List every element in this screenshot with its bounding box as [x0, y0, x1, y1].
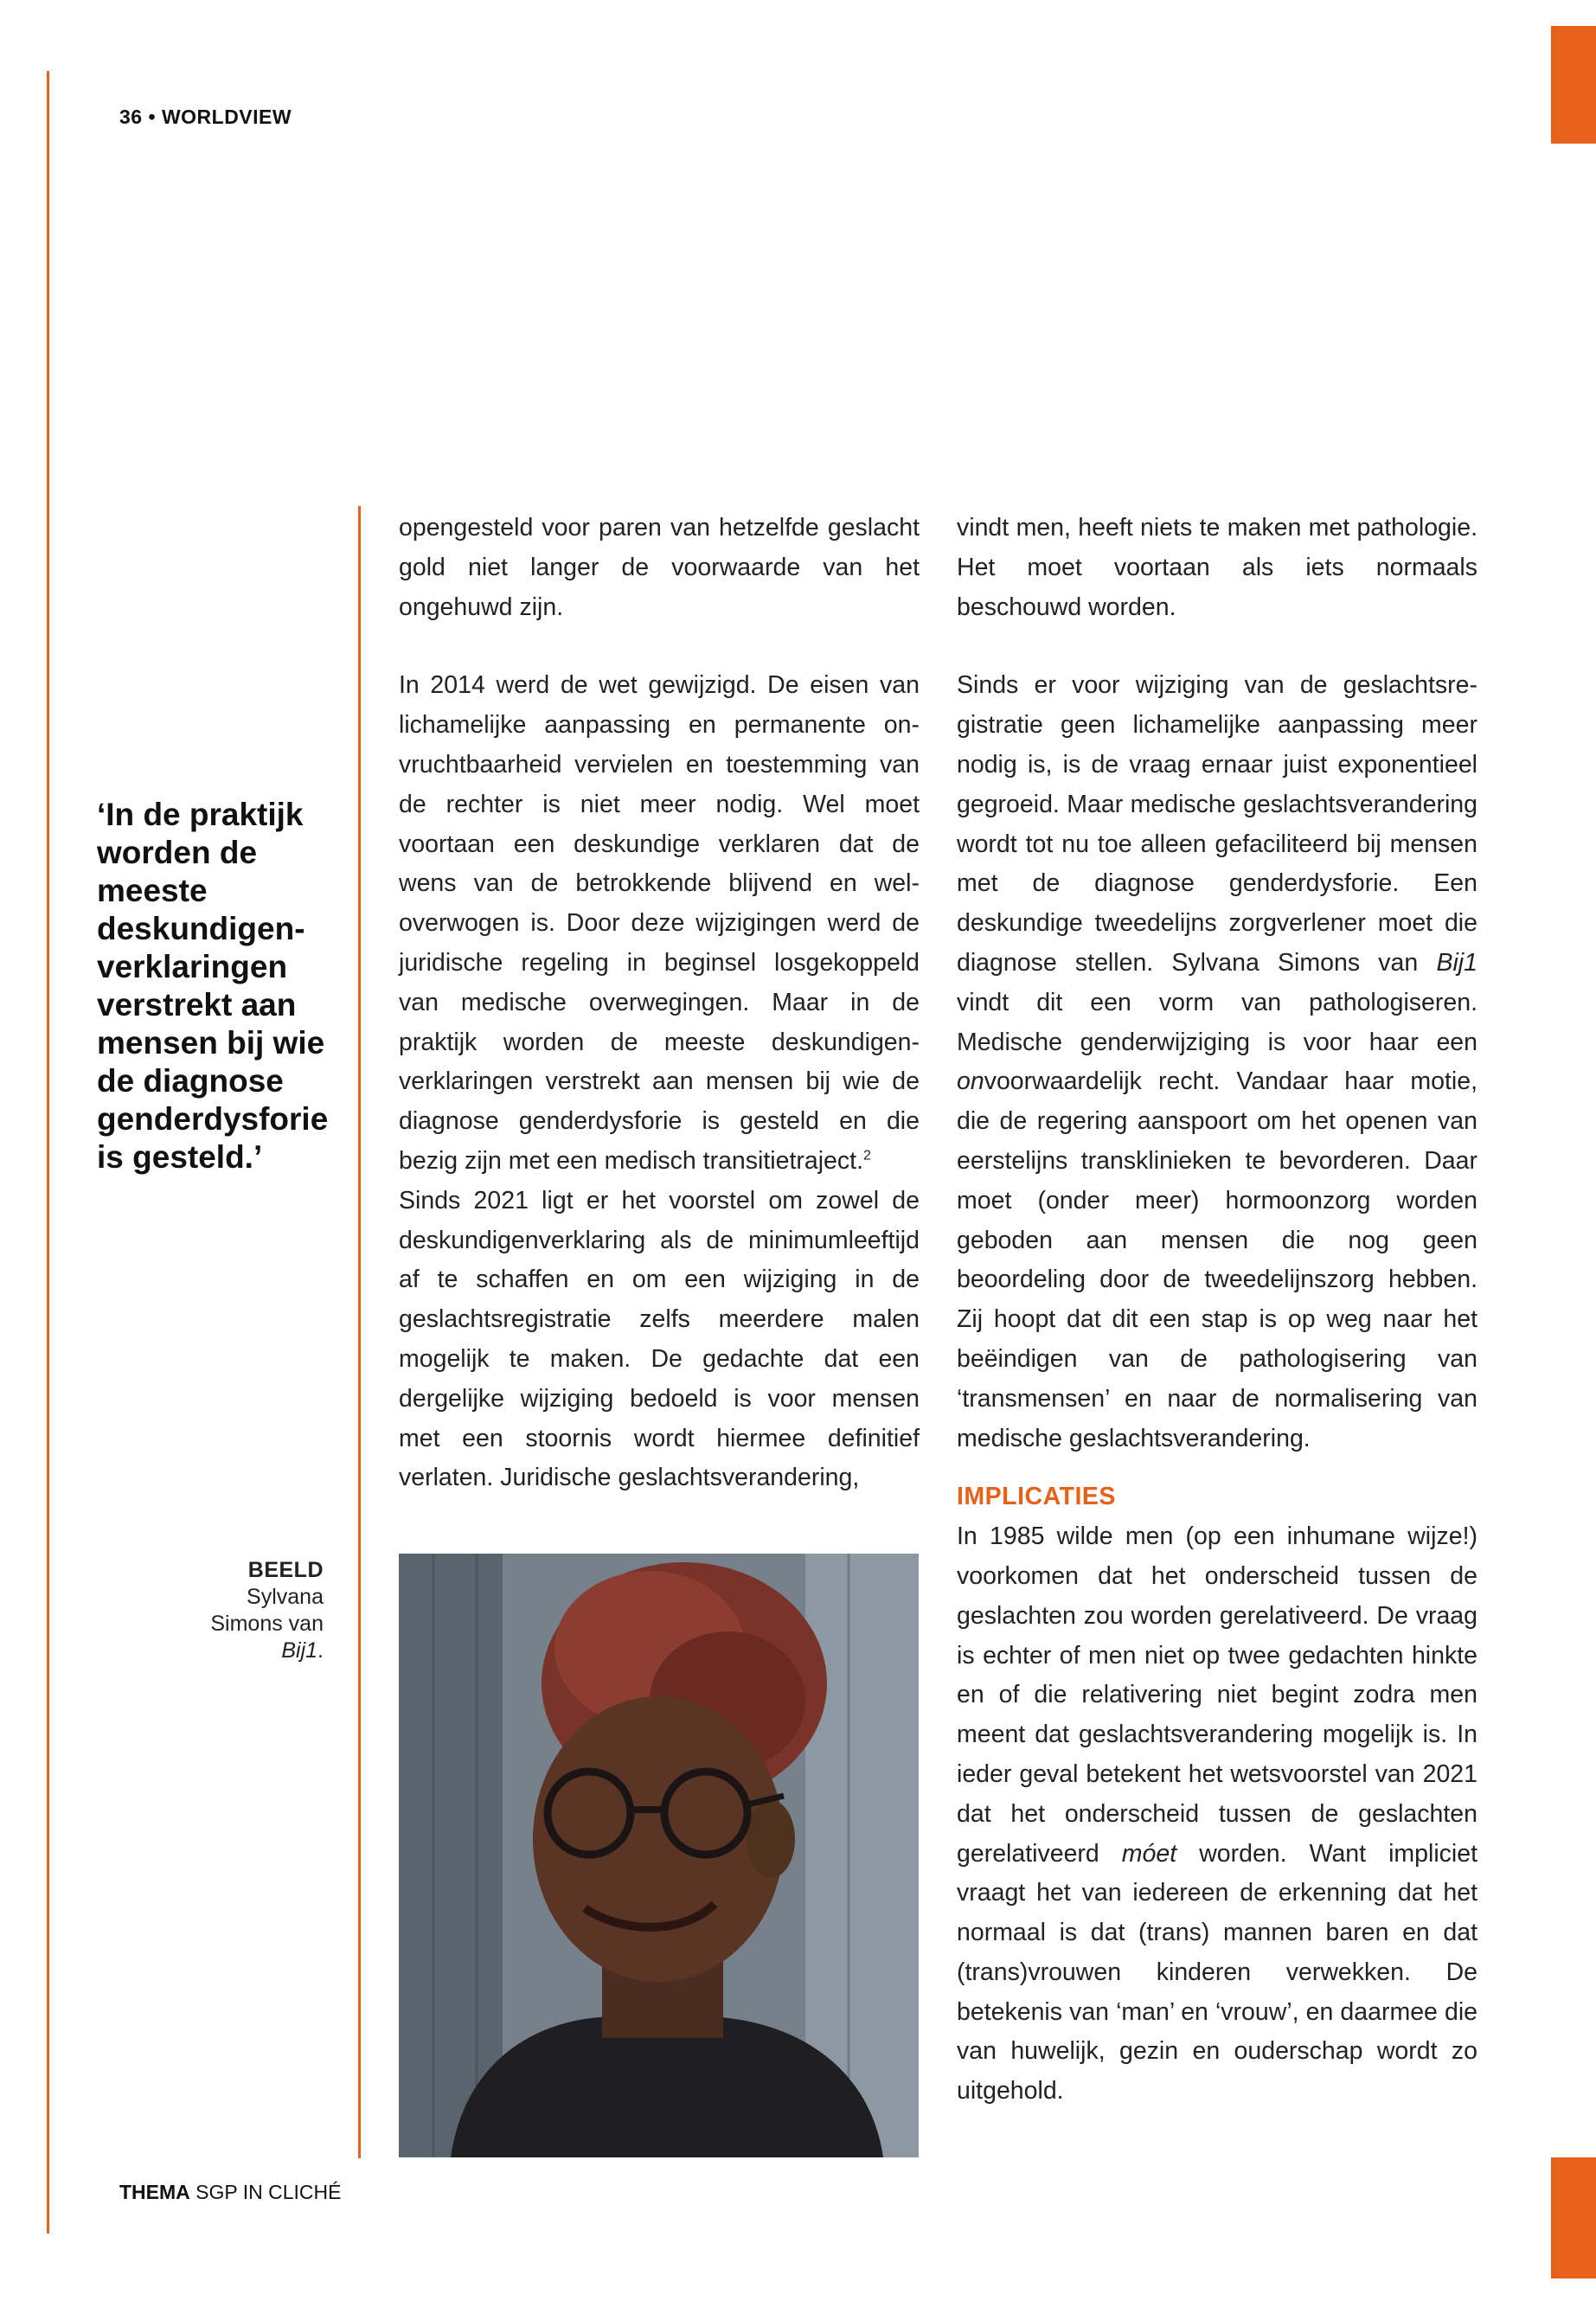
column-rule: [358, 506, 361, 2158]
portrait-photo: [399, 1554, 919, 2157]
portrait-illustration: [399, 1554, 919, 2157]
page-number: 36: [119, 106, 143, 128]
paragraph: vindt men, heeft niets te maken met pathologie. Het moet voortaan als iets normaals beschouwd worden.: [957, 514, 1477, 621]
caption-text: Sylvana Simons van: [210, 1585, 324, 1636]
orange-edge-tab-top: [1551, 26, 1596, 144]
footer-theme-title: SGP IN CLICHÉ: [195, 2181, 342, 2203]
running-header: [119, 106, 292, 129]
article-column-2: [957, 509, 1477, 2112]
paragraph: opengesteld voor paren van hetzelfde geslacht gold niet langer de voorwaarde van het ongehuwd zijn.: [399, 514, 920, 621]
caption-label: BEELD: [247, 1558, 324, 1582]
article-column-1: [399, 509, 920, 1498]
paragraph: In 2014 werd de wet gewijzigd. De eisen van lichamelijke aanpassing en permanente onvruchtbaarheid vervielen en toestemming van de rechter is niet meer nodig. Wel moet voortaan een deskundige verklaren dat de wens van de betrokkende blijvend en weloverwogen is. Door deze wijzigingen werd de juridische regeling in beginsel losgekoppeld van medische overwegingen. Maar in de praktijk worden de meeste deskundigenverklaringen verstrekt aan mensen bij wie de diagnose genderdysforie is gesteld en die bezig zijn met een medisch transitietraject.$^2$: [399, 671, 920, 1175]
section-heading: IMPLICATIES: [957, 1483, 1116, 1511]
section-title: WORLDVIEW: [161, 106, 292, 128]
caption-party: Bij1: [281, 1638, 318, 1663]
footnote-ref[interactable]: 2: [863, 1148, 871, 1163]
paragraph: Sinds 2021 ligt er het voorstel om zowel de deskundigenverklaring als de minimumleeftijd af te schaffen en om een wijziging in de geslachtsregistratie zelfs meerdere malen mogelijk te maken. De gedachte dat een dergelijke wijziging bedoeld is voor mensen met een stoornis wordt hiermee definitief verlaten. Juridische geslachtsverandering,: [399, 1186, 920, 1492]
margin-rule: [47, 71, 49, 2234]
running-footer: [119, 2181, 341, 2204]
footer-theme-label: THEMA: [119, 2181, 190, 2203]
orange-edge-tab-bottom: [1551, 2157, 1596, 2279]
paragraph: In 1985 wilde men (op een inhumane wijze!) voorkomen dat het onderscheid tussen de geslachten zou worden gerelativeerd. De vraag is echter of men niet op twee gedachten hinkte en of die relativering niet begint zodra men meent dat geslachtsverandering mogelijk is. In ieder geval betekent het wetsvoorstel van 2021 dat het onderscheid tussen de geslachten gerelativeerd móet worden. Want impliciet vraagt het van iedereen de erkenning dat het normaal is dat (trans) mannen baren en dat (trans)vrouwen kinderen verwekken. De betekenis van ‘man’ en ‘vrouw’, en daarmee die van huwelijk, gezin en ouderschap wordt zo uitgehold.: [957, 1522, 1478, 2106]
pull-quote: ‘In de praktijk worden de meeste deskundigenverklaringen verstrekt aan mensen bij wie de diagnose genderdysforie is gesteld.’: [97, 797, 329, 1175]
paragraph: Sinds er voor wijziging van de geslachtsregistratie geen lichamelijke aanpassing meer nodig is, is de vraag ernaar juist exponentieel gegroeid. Maar medische geslachtsverandering wordt tot nu toe alleen gefaciliteerd bij mensen met de diagnose genderdysforie. Een deskundige tweedelijns zorgverlener moet die diagnose stellen. Sylvana Simons van Bij1 vindt dit een vorm van pathologiseren. Medische genderwijziging is voor haar een onvoorwaardelijk recht. Vandaar haar motie, die de regering aanspoort om het openen van eerstelijns transklinieken te bevorderen. Daar moet (onder meer) hormoonzorg worden geboden aan mensen die nog geen beoordeling door de tweedelijnszorg hebben. Zij hoopt dat dit een stap is op weg naar het beëindigen van de pathologisering van ‘transmensen’ en naar de normalisering van medische geslachtsverandering.: [957, 671, 1477, 1452]
photo-caption: BEELD Sylvana Simons van Bij1.: [199, 1557, 324, 1664]
header-separator: •: [148, 106, 157, 128]
